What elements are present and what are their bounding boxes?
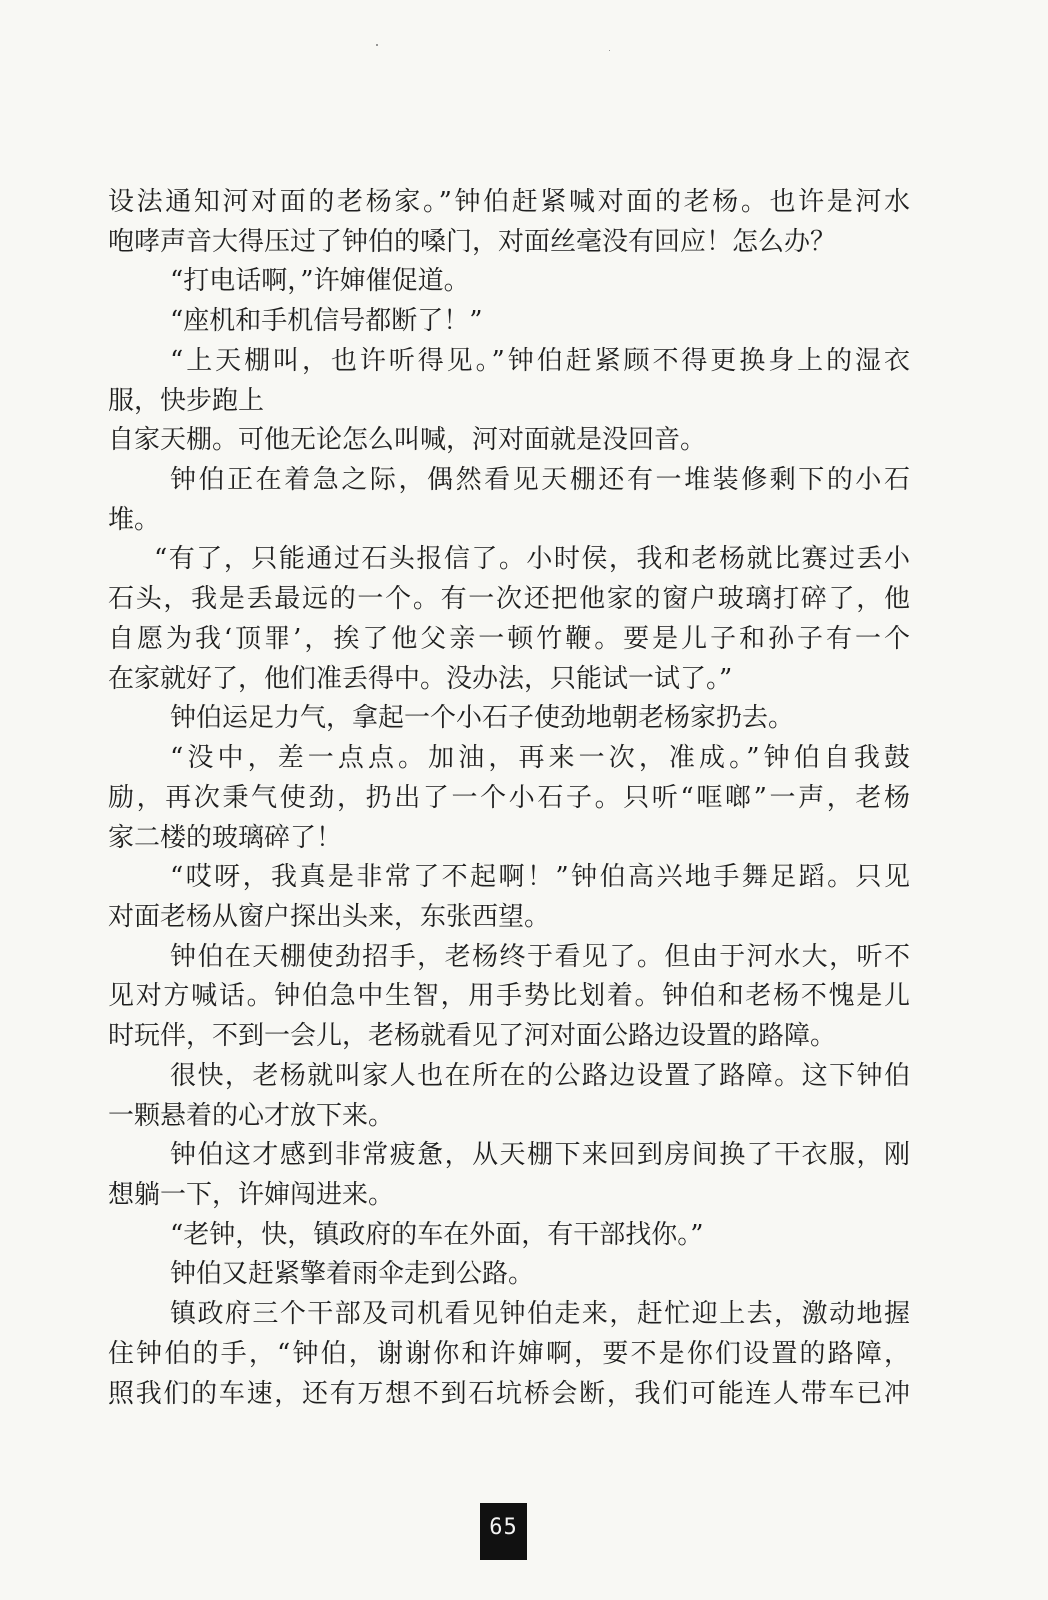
scan-speck [376,44,378,46]
text-line: “上天棚叫，也许听得见。”钟伯赶紧顾不得更换身上的湿衣 [170,345,910,376]
text-line: 励，再次秉气使劲，扔出了一个小石子。只听“哐啷”一声，老杨 [108,782,910,813]
text-line: “哎呀，我真是非常了不起啊！”钟伯高兴地手舞足蹈。只见 [170,862,910,893]
text-line: 自家天棚。可他无论怎么叫喊，河对面就是没回音。 [108,425,707,456]
text-line: 石头，我是丢最远的一个。有一次还把他家的窗户玻璃打碎了，他 [108,584,910,615]
text-line: 见对方喊话。钟伯急中生智，用手势比划着。钟伯和老杨不愧是儿 [108,981,910,1012]
text-line: 设法通知河对面的老杨家。”钟伯赶紧喊对面的老杨。也许是河水 [108,187,910,217]
page-number: 65 [480,1503,527,1560]
text-line: 服，快步跑上 [108,385,265,416]
text-line: 自愿为我‘顶罪’，挨了他父亲一顿竹鞭。要是儿子和孙子有一个 [108,623,910,654]
text-line: 照我们的车速，还有万想不到石坑桥会断，我们可能连人带车已冲 [108,1378,910,1409]
text-line: 镇政府三个干部及司机看见钟伯走来，赶忙迎上去，激动地握 [170,1299,910,1330]
body-text [108,183,910,1414]
text-line: 钟伯正在着急之际，偶然看见天棚还有一堆装修剩下的小石 [170,465,910,496]
text-line: 很快，老杨就叫家人也在所在的公路边设置了路障。这下钟伯 [170,1060,910,1091]
text-line: 堆。 [108,504,161,535]
text-line: 钟伯运足力气，拿起一个小石子使劲地朝老杨家扔去。 [170,703,795,734]
text-line: 钟伯这才感到非常疲惫，从天棚下来回到房间换了干衣服，刚 [170,1140,910,1171]
text-line: “座机和手机信号都断了！” [170,306,483,337]
text-line: “没中，差一点点。加油，再来一次，准成。”钟伯自我鼓 [170,743,910,774]
text-line: 咆哮声音大得压过了钟伯的嗓门，对面丝毫没有回应！怎么办？ [108,226,837,257]
text-line: 想躺一下，许婶闯进来。 [108,1179,395,1210]
text-line: “老钟，快，镇政府的车在外面，有干部找你。” [170,1219,704,1250]
text-line: 一颗悬着的心才放下来。 [108,1100,395,1131]
text-line: 家二楼的玻璃碎了！ [108,822,343,853]
scan-speck [609,50,610,51]
text-line: 对面老杨从窗户探出头来，东张西望。 [108,901,551,932]
text-line: 钟伯又赶紧擎着雨伞走到公路。 [170,1259,535,1290]
text-line: 住钟伯的手，“钟伯，谢谢你和许婶啊，要不是你们设置的路障， [108,1338,910,1369]
text-line: 钟伯在天棚使劲招手，老杨终于看见了。但由于河水大，听不 [170,941,910,972]
text-line: 在家就好了，他们准丢得中。没办法，只能试一试了。” [108,663,733,694]
text-line: “打电话啊，”许婶催促道。 [170,266,470,297]
text-line: 时玩伴，不到一会儿，老杨就看见了河对面公路边设置的路障。 [108,1021,837,1052]
text-line: “有了，只能通过石头报信了。小时侯，我和老杨就比赛过丢小 [154,544,910,575]
